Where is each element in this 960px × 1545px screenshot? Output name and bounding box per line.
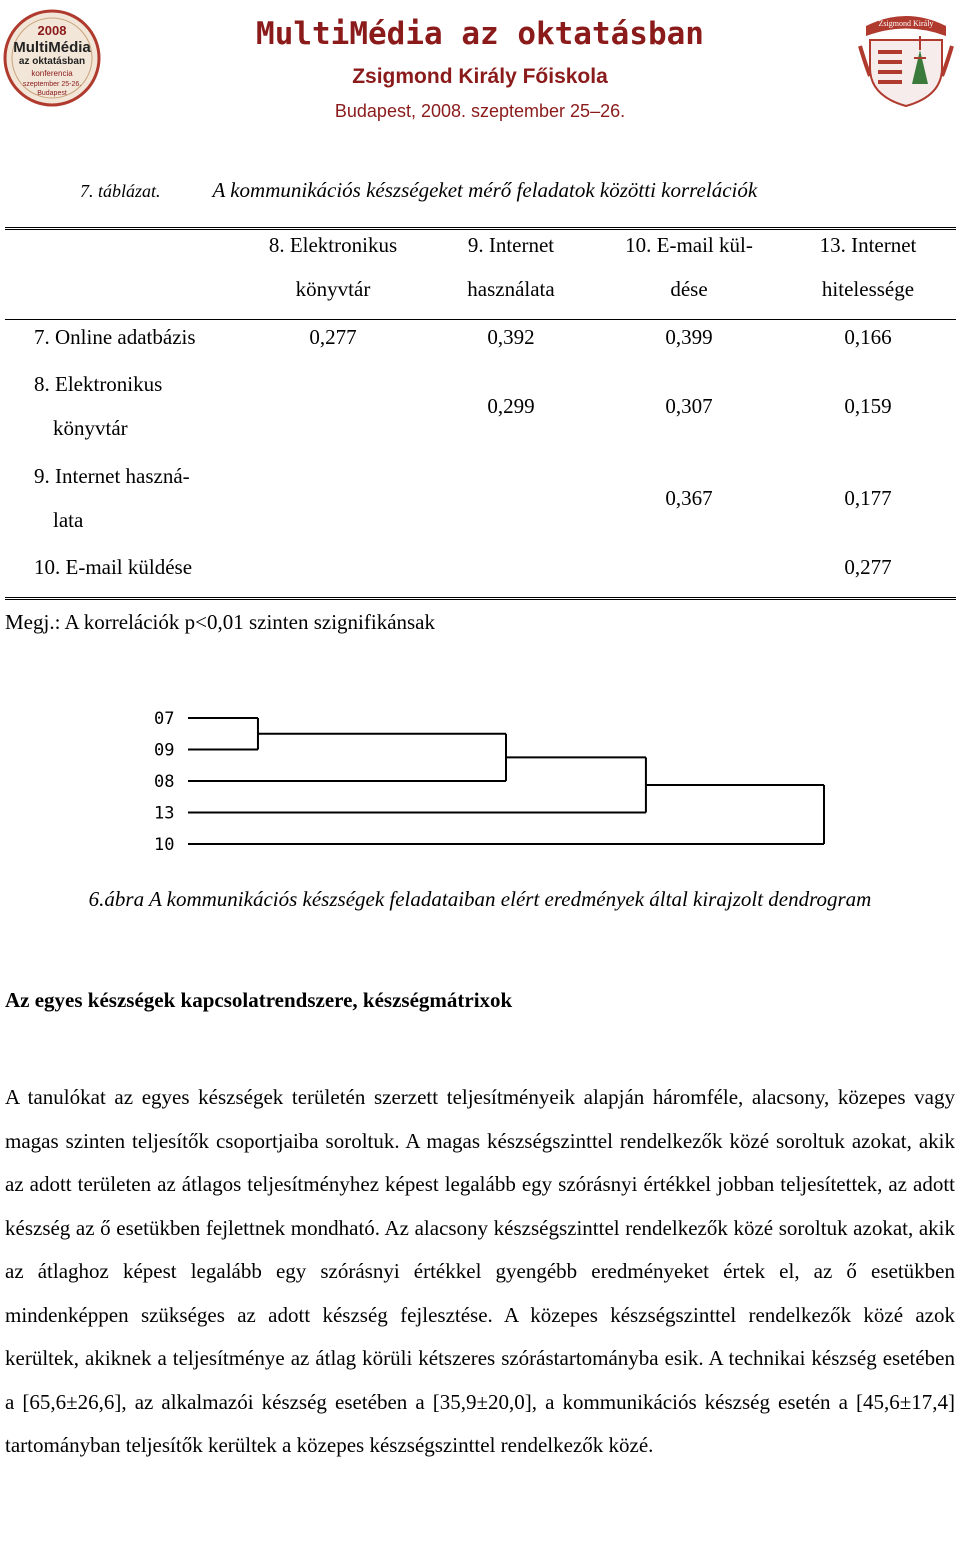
table-cell: 0,299 — [487, 394, 535, 418]
body-paragraph: A tanulókat az egyes készségek területén szerzett teljesítményeik alapján háromféle, alacsony, közepes vagy magas szinten teljesítők csoportjaiba soroltuk. A magas készségszinttel rendelkezők közé soroltuk azokat, akik az adott területen az átlagos teljesítményhez képest legalább egy szórásnyi értékkel jobban teljesítettek, az adott készség az ő esetükben fejlettnek mondható. Az alacsony készségszinttel rendelkezők közé soroltuk azokat, akik az átlaghoz képest legalább egy szórásnyi értékkel gyengébb eredményeket értek el, az ő esetükben mindenképpen szükséges az adott készség fejlesztése. A közepes készségszinttel rendelkezők közé azok kerültek, akiknek a teljesítménye az átlag körüli kétszeres szórástartományba esik. A technikai készség esetében a [65,6±26,6], az alkalmazói készség esetében a [35,9±20,0], a kommunikációs készség esetén a [45,6±17,4] tartományban teljesítők kerültek a közepes készségszinttel rendelkezők közé. — [5, 1085, 955, 1457]
column-header: 10. E-mail kül- — [625, 233, 753, 257]
column-header: hitelessége — [821, 277, 915, 301]
section-heading: Az egyes készségek kapcsolatrendszere, készségmátrixok — [5, 988, 513, 1012]
row-label: lata — [53, 508, 84, 532]
dendrogram-leaf-label: 09 — [154, 740, 175, 761]
header-title: MultiMédia az oktatásban — [256, 16, 704, 52]
logo-name: MultiMédia — [13, 39, 91, 56]
row-label: könyvtár — [53, 416, 128, 440]
row-label: 8. Elektronikus — [34, 372, 163, 396]
table-cell: 0,277 — [309, 325, 357, 349]
table-caption — [80, 178, 757, 203]
table-cell: 0,367 — [665, 486, 713, 510]
table-rule-header — [5, 319, 956, 320]
table-cell: 0,392 — [487, 325, 535, 349]
column-header: 9. Internet — [467, 233, 555, 257]
column-header: 8. Elektronikus — [268, 233, 398, 257]
college-crest — [856, 6, 956, 110]
logo-subtitle: az oktatásban — [18, 56, 86, 67]
row-label: 7. Online adatbázis — [34, 325, 196, 349]
dendrogram — [140, 700, 840, 860]
dendrogram-leaf-label: 10 — [154, 835, 175, 855]
figure-caption: 6.ábra A kommunikációs készségek feladataiban elért eredmények által kirajzolt dendrogram — [88, 887, 872, 911]
page-header — [0, 0, 960, 130]
column-header: könyvtár — [295, 277, 371, 301]
dendrogram-leaf-label: 07 — [154, 709, 175, 729]
table-cell: 0,399 — [665, 325, 713, 349]
crest-name-2: Főiskola — [893, 28, 919, 36]
dendrogram-leaf-label: 13 — [154, 803, 175, 824]
row-label: 9. Internet haszná- — [34, 464, 190, 488]
table-rule-top — [5, 227, 956, 230]
table-cell: 0,307 — [665, 394, 713, 418]
table-cell: 0,159 — [844, 394, 892, 418]
column-header: dése — [670, 277, 708, 301]
row-label: 10. E-mail küldése — [34, 555, 193, 579]
header-institution: Zsigmond Király Főiskola — [352, 65, 608, 88]
logo-year: 2008 — [37, 23, 67, 38]
header-date: Budapest, 2008. szeptember 25–26. — [334, 101, 626, 121]
logo-city: Budapest — [37, 90, 67, 97]
column-header: 13. Internet — [819, 233, 917, 257]
table-caption-text: A kommunikációs készségeket mérő feladatok közötti korrelációk — [212, 178, 758, 202]
table-rule-bottom — [5, 597, 956, 600]
table-cell: 0,277 — [844, 555, 892, 579]
logo-dates: szeptember 25-26. — [22, 81, 82, 88]
table-cell: 0,177 — [844, 486, 892, 510]
dendrogram-leaf-label: 08 — [154, 772, 175, 792]
table-label: 7. táblázat. — [80, 181, 161, 201]
crest-name-1: Zsigmond Király — [878, 19, 934, 28]
column-header: használata — [467, 277, 555, 301]
table-cell: 0,166 — [844, 325, 892, 349]
table-note: Megj.: A korrelációk p<0,01 szinten szignifikánsak — [5, 610, 436, 634]
logo-conf: konferencia — [31, 69, 73, 78]
